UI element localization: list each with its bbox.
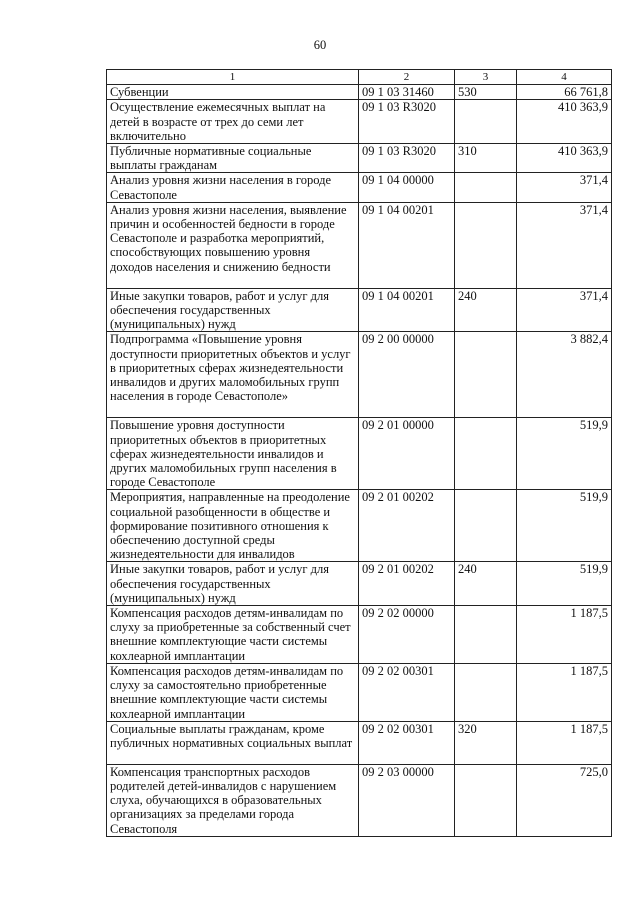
row-code-cell: 09 2 02 00301 [359,721,455,764]
row-name-cell: Иные закупки товаров, работ и услуг для обеспечения государственных (муниципальных) нужд [107,288,359,332]
row-name-cell: Компенсация расходов детям-инвалидам по слуху за самостоятельно приобретенные внешние комплектующие части системы кохлеарной имплантации [107,663,359,721]
row-name-cell: Компенсация транспортных расходов родителей детей-инвалидов с нарушением слуха, обучающихся в образовательных организациях за пределами города Севастополя [107,764,359,836]
row-code-cell: 09 1 03 R3020 [359,144,455,173]
row-amount-cell: 519,9 [517,562,612,606]
column-header-4: 4 [517,70,612,85]
row-name-cell: Компенсация расходов детям-инвалидам по слуху за приобретенные за собственный счет внешние комплектующие части системы кохлеарной имплантации [107,606,359,664]
row-expense-type-cell [455,490,517,562]
row-amount-cell: 371,4 [517,202,612,288]
row-name-cell: Осуществление ежемесячных выплат на детей в возрасте от трех до семи лет включительно [107,100,359,144]
row-expense-type-cell [455,764,517,836]
row-amount-cell: 519,9 [517,418,612,490]
row-name-cell: Повышение уровня доступности приоритетных объектов в приоритетных сферах жизнедеятельности инвалидов и других маломобильных групп населения в городе Севастополе [107,418,359,490]
row-name-cell: Иные закупки товаров, работ и услуг для обеспечения государственных (муниципальных) нужд [107,562,359,606]
row-name-cell: Подпрограмма «Повышение уровня доступности приоритетных объектов и услуг в приоритетных сферах жизнедеятельности инвалидов и других маломобильных групп населения в городе Севастополе» [107,332,359,418]
row-amount-cell: 519,9 [517,490,612,562]
row-expense-type-cell: 240 [455,562,517,606]
table-row [107,100,612,144]
table-row [107,490,612,562]
table-row [107,418,612,490]
row-amount-cell: 3 882,4 [517,332,612,418]
row-name-cell: Публичные нормативные социальные выплаты гражданам [107,144,359,173]
table-header-row [107,70,612,85]
row-code-cell: 09 2 02 00301 [359,663,455,721]
row-expense-type-cell [455,332,517,418]
row-name-cell: Анализ уровня жизни населения в городе Севастополе [107,173,359,202]
row-expense-type-cell [455,100,517,144]
table-row [107,606,612,664]
page-number: 60 [313,38,327,52]
row-amount-cell: 66 761,8 [517,85,612,100]
row-code-cell: 09 1 04 00201 [359,288,455,332]
table-row [107,288,612,332]
row-amount-cell: 410 363,9 [517,144,612,173]
row-amount-cell: 1 187,5 [517,663,612,721]
budget-table [106,69,612,837]
row-name-cell: Социальные выплаты гражданам, кроме публичных нормативных социальных выплат [107,721,359,764]
table-row [107,85,612,100]
row-code-cell: 09 2 01 00000 [359,418,455,490]
row-amount-cell: 371,4 [517,288,612,332]
row-expense-type-cell: 320 [455,721,517,764]
row-code-cell: 09 2 01 00202 [359,490,455,562]
table-body [107,85,612,837]
table-row [107,764,612,836]
row-code-cell: 09 1 04 00000 [359,173,455,202]
row-expense-type-cell [455,418,517,490]
column-header-1: 1 [107,70,359,85]
row-code-cell: 09 1 03 R3020 [359,100,455,144]
row-code-cell: 09 1 03 31460 [359,85,455,100]
table-row [107,332,612,418]
row-name-cell: Субвенции [107,85,359,100]
row-expense-type-cell: 310 [455,144,517,173]
row-expense-type-cell [455,606,517,664]
table-row [107,144,612,173]
table-row [107,202,612,288]
row-code-cell: 09 2 02 00000 [359,606,455,664]
row-expense-type-cell [455,202,517,288]
row-expense-type-cell [455,663,517,721]
table-row [107,663,612,721]
row-amount-cell: 725,0 [517,764,612,836]
row-code-cell: 09 2 00 00000 [359,332,455,418]
row-expense-type-cell: 240 [455,288,517,332]
row-name-cell: Мероприятия, направленные на преодоление социальной разобщенности в обществе и формирование позитивного отношения к обеспечению доступной среды жизнедеятельности для инвалидов [107,490,359,562]
table-row [107,173,612,202]
row-code-cell: 09 2 03 00000 [359,764,455,836]
row-amount-cell: 1 187,5 [517,606,612,664]
row-code-cell: 09 1 04 00201 [359,202,455,288]
row-amount-cell: 410 363,9 [517,100,612,144]
row-expense-type-cell [455,173,517,202]
row-code-cell: 09 2 01 00202 [359,562,455,606]
row-expense-type-cell: 530 [455,85,517,100]
column-header-2: 2 [359,70,455,85]
row-amount-cell: 1 187,5 [517,721,612,764]
table-row [107,721,612,764]
column-header-3: 3 [455,70,517,85]
row-amount-cell: 371,4 [517,173,612,202]
row-name-cell: Анализ уровня жизни населения, выявление причин и особенностей бедности в городе Севастополе и разработка мероприятий, способствующих повышению уровня доходов населения и снижению бедности [107,202,359,288]
table-row [107,562,612,606]
